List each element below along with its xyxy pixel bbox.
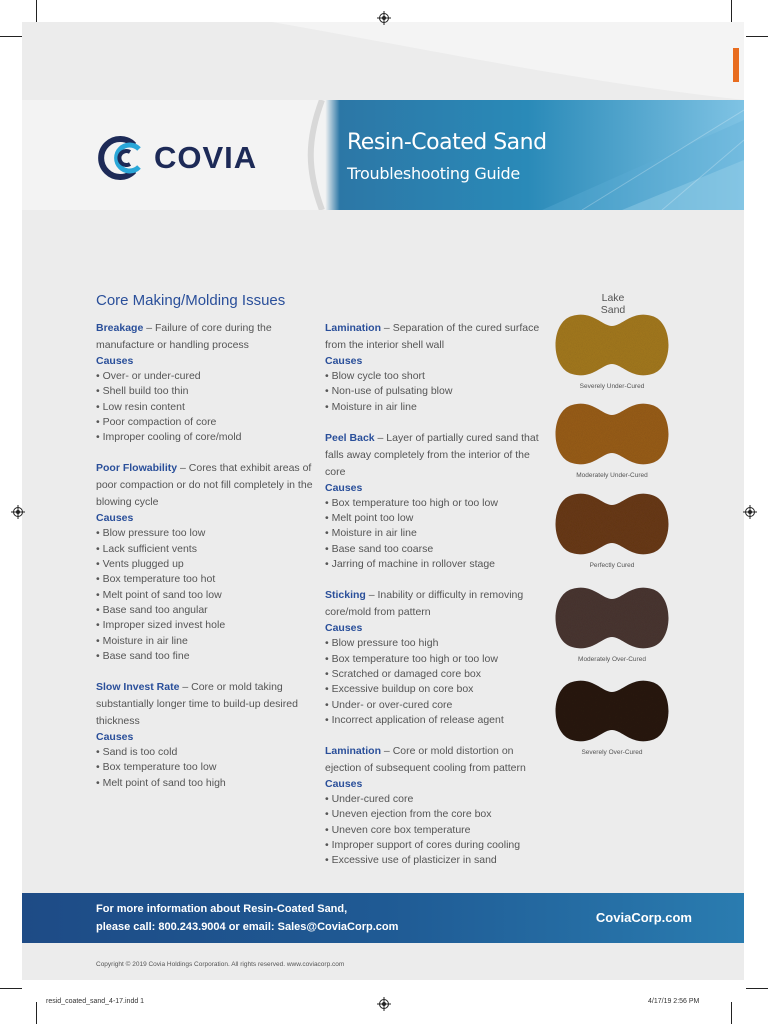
cause-item: • Box temperature too hot — [96, 573, 216, 586]
cause-item: • Uneven core box temperature — [325, 823, 471, 836]
cause-item: • Shell build too thin — [96, 385, 189, 398]
cause-item: • Blow cycle too short — [325, 370, 425, 382]
crop-mark — [36, 1002, 37, 1024]
cause-item: • Improper cooling of core/mold — [96, 431, 242, 444]
cause-item: • Moisture in air line — [96, 634, 188, 647]
issue-heading — [325, 320, 545, 354]
issue-name: Lamination — [325, 745, 382, 758]
sand-sample — [552, 678, 672, 756]
footer-url-link[interactable]: CoviaCorp.com — [595, 910, 692, 925]
crop-mark — [731, 0, 732, 22]
cause-item: • Under- or over-cured core — [325, 698, 453, 711]
issue-description: – Separation of the cured surface from the interior shell wall — [325, 322, 540, 351]
issue-name: Peel Back — [325, 431, 375, 444]
cause-item: • Base sand too angular — [96, 603, 208, 616]
page-subtitle: Troubleshooting Guide — [347, 164, 520, 183]
cause-item: • Melt point of sand too low — [96, 588, 222, 601]
issue-block — [325, 743, 545, 868]
cause-item: • Improper support of cores during cooling — [325, 839, 521, 852]
cause-item: • Excessive use of plasticizer in sand — [325, 854, 497, 867]
issue-name: Poor Flowability — [96, 462, 178, 475]
cause-item: • Moisture in air line — [325, 400, 417, 413]
cause-item: • Low resin content — [96, 400, 185, 413]
causes-label: Causes — [96, 512, 134, 525]
issue-description: – Cores that exhibit areas of poor compaction or do not fill completely in the blowing cycle — [96, 462, 313, 509]
issue-block — [325, 587, 545, 728]
crop-mark — [0, 988, 22, 989]
sand-sample — [552, 312, 672, 390]
sand-sample — [552, 585, 672, 663]
cause-item: • Lack sufficient vents — [96, 542, 197, 555]
registration-mark — [377, 11, 391, 25]
causes-label: Causes — [96, 731, 134, 744]
cause-item: • Sand is too cold — [96, 746, 178, 759]
sand-sample-label: Perfectly Cured — [589, 562, 635, 569]
sand-sample-image — [552, 401, 672, 467]
causes-label: Causes — [325, 481, 363, 494]
causes-label: Causes — [96, 355, 134, 367]
lake-sand-title: Lake Sand — [600, 292, 626, 316]
registration-mark — [377, 997, 391, 1011]
sand-sample-label: Severely Under-Cured — [579, 383, 645, 390]
cause-item: • Under-cured core — [325, 793, 414, 806]
issue-heading — [325, 743, 545, 777]
cause-item: • Uneven ejection from the core box — [325, 808, 492, 821]
causes-label: Causes — [325, 778, 363, 791]
issue-name: Sticking — [325, 589, 366, 602]
issue-block — [96, 460, 316, 664]
issue-name: Lamination — [325, 322, 382, 334]
issues-column-right — [325, 320, 545, 884]
issue-heading — [96, 460, 316, 511]
sand-sample-image — [552, 491, 672, 557]
issue-block — [96, 320, 316, 445]
date-slug: 4/17/19 2:56 PM — [648, 998, 700, 1005]
issue-heading — [325, 430, 545, 481]
issue-heading — [96, 320, 316, 354]
footer-banner — [22, 893, 744, 943]
copyright-text: Copyright © 2019 Covia Holdings Corporation. All rights reserved. www.coviacorp.com — [96, 961, 345, 968]
covia-logo — [94, 135, 257, 181]
issue-description: – Failure of core during the manufacture or handling process — [96, 322, 272, 351]
cause-item: • Blow pressure too high — [325, 637, 439, 650]
background-swoosh — [22, 22, 744, 102]
causes-label: Causes — [325, 355, 363, 367]
issue-block — [96, 679, 316, 791]
crop-mark — [36, 0, 37, 22]
issue-description: – Inability or difficulty in removing core/mold from pattern — [325, 589, 524, 619]
cause-item: • Box temperature too low — [96, 761, 217, 774]
cause-item: • Excessive buildup on core box — [325, 683, 474, 696]
cause-item: • Vents plugged up — [96, 558, 184, 571]
footer-info-line1: For more information about Resin-Coated Sand, — [96, 903, 348, 915]
crop-mark — [746, 36, 768, 37]
causes-label: Causes — [325, 622, 363, 635]
sand-sample-image — [552, 678, 672, 744]
sand-sample-label: Moderately Over-Cured — [578, 656, 646, 663]
cause-item: • Non-use of pulsating blow — [325, 385, 453, 398]
cause-item: • Incorrect application of release agent — [325, 713, 504, 726]
covia-logo-mark — [94, 135, 150, 181]
issues-column-left — [96, 320, 316, 806]
crop-mark — [746, 988, 768, 989]
sand-sample-image — [552, 312, 672, 378]
cause-item: • Poor compaction of core — [96, 415, 217, 428]
issue-name: Breakage — [96, 322, 144, 334]
registration-mark — [743, 505, 757, 519]
cause-item: • Melt point too low — [325, 512, 414, 525]
issue-description: – Core or mold taking substantially longer time to build-up desired thickness — [96, 681, 298, 728]
sand-sample — [552, 491, 672, 569]
cause-item: • Jarring of machine in rollover stage — [325, 558, 496, 571]
cause-item: • Moisture in air line — [325, 527, 417, 540]
cause-item: • Scratched or damaged core box — [325, 667, 482, 680]
header-banner — [22, 100, 744, 210]
issue-description: – Layer of partially cured sand that falls away completely from the interior of the core — [325, 431, 539, 478]
cause-item: • Base sand too coarse — [325, 542, 434, 555]
cause-item: • Box temperature too high or too low — [325, 652, 498, 665]
cause-item: • Over- or under-cured — [96, 370, 201, 382]
footer-info-line2: please call: 800.243.9004 or email: Sales@CoviaCorp.com — [96, 921, 399, 933]
registration-mark — [11, 505, 25, 519]
file-slug: resid_coated_sand_4-17.indd 1 — [46, 998, 145, 1005]
cause-item: • Box temperature too high or too low — [325, 496, 498, 509]
issue-description: – Core or mold distortion on ejection of subsequent cooling from pattern — [325, 745, 526, 775]
brand-name: COVIA — [154, 140, 258, 175]
issue-heading — [325, 587, 545, 621]
issue-block — [325, 320, 545, 415]
sand-sample — [552, 401, 672, 479]
accent-bar — [733, 48, 739, 82]
section-title: Core Making/Molding Issues — [96, 292, 286, 309]
cause-item: • Melt point of sand too high — [96, 776, 226, 789]
sand-sample-label: Moderately Under-Cured — [576, 472, 648, 479]
page-title: Resin-Coated Sand — [347, 130, 547, 155]
sand-sample-label: Severely Over-Cured — [581, 749, 643, 756]
crop-mark — [731, 1002, 732, 1024]
cause-item: • Base sand too fine — [96, 649, 190, 662]
issue-block — [325, 430, 545, 572]
cause-item: • Improper sized invest hole — [96, 619, 226, 632]
issue-name: Slow Invest Rate — [96, 681, 180, 694]
cause-item: • Blow pressure too low — [96, 527, 206, 540]
crop-mark — [0, 36, 22, 37]
issue-heading — [96, 679, 316, 730]
sand-sample-image — [552, 585, 672, 651]
